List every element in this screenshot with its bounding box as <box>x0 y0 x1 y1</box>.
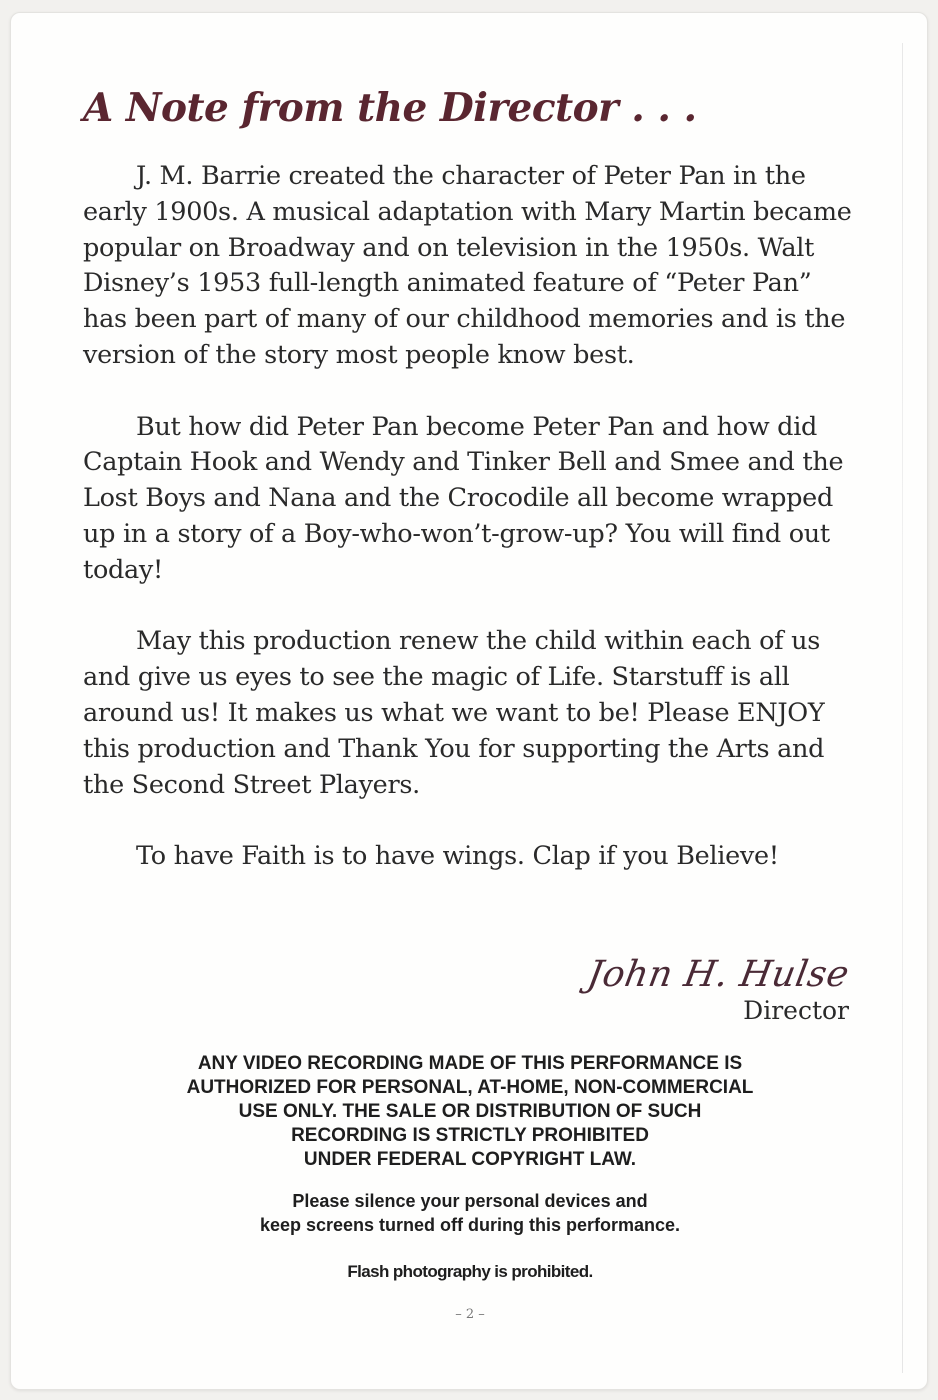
program-page <box>10 12 928 1390</box>
paragraph-closing: To have Faith is to have wings. Clap if you Believe! <box>136 841 779 872</box>
page-title: A Note from the Director . . . <box>83 85 697 131</box>
page-number: – 2 – <box>455 1307 485 1322</box>
director-role: Director <box>743 996 849 1025</box>
flash-photography-notice: Flash photography is prohibited. <box>347 1262 593 1281</box>
devices-notice: Please silence your personal devices and keep screens turned off during this performance. <box>259 1191 681 1235</box>
signature-block <box>584 953 853 1025</box>
page-edge-line <box>902 43 903 1373</box>
video-recording-notice: ANY VIDEO RECORDING MADE OF THIS PERFORMANCE IS AUTHORIZED FOR PERSONAL, AT-HOME, NON-COMMERCIAL USE ONLY. THE SALE OR DISTRIBUTION OF SUCH RECORDING IS STRICTLY PROHIBITED UNDER FEDERAL COPYRIGHT LAW. <box>186 1053 754 1170</box>
director-note-body <box>83 159 861 875</box>
paragraph-history: J. M. Barrie created the character of Peter Pan in the early 1900s. A musical adaptation with Mary Martin became popular on Broadway and on television in the 1950s. Walt Disney’s 1953 full-length animated feature of “Peter Pan” has been part of many of our childhood memories and is the version of the story most people know best. <box>83 161 852 370</box>
paragraph-wish: May this production renew the child within each of us and give us eyes to see the magic of Life. Starstuff is all around us! It makes us what we want to be! Please ENJOY this production and Thank You for supporting the Arts and the Second Street Players. <box>83 626 825 800</box>
paragraph-question: But how did Peter Pan become Peter Pan and how did Captain Hook and Wendy and Tinker Bell and Smee and the Lost Boys and Nana and the Crocodile all become wrapped up in a story of a Boy-who-won’t-grow-up? You will find out today! <box>83 411 844 585</box>
director-signature: John H. Hulse <box>584 954 853 995</box>
